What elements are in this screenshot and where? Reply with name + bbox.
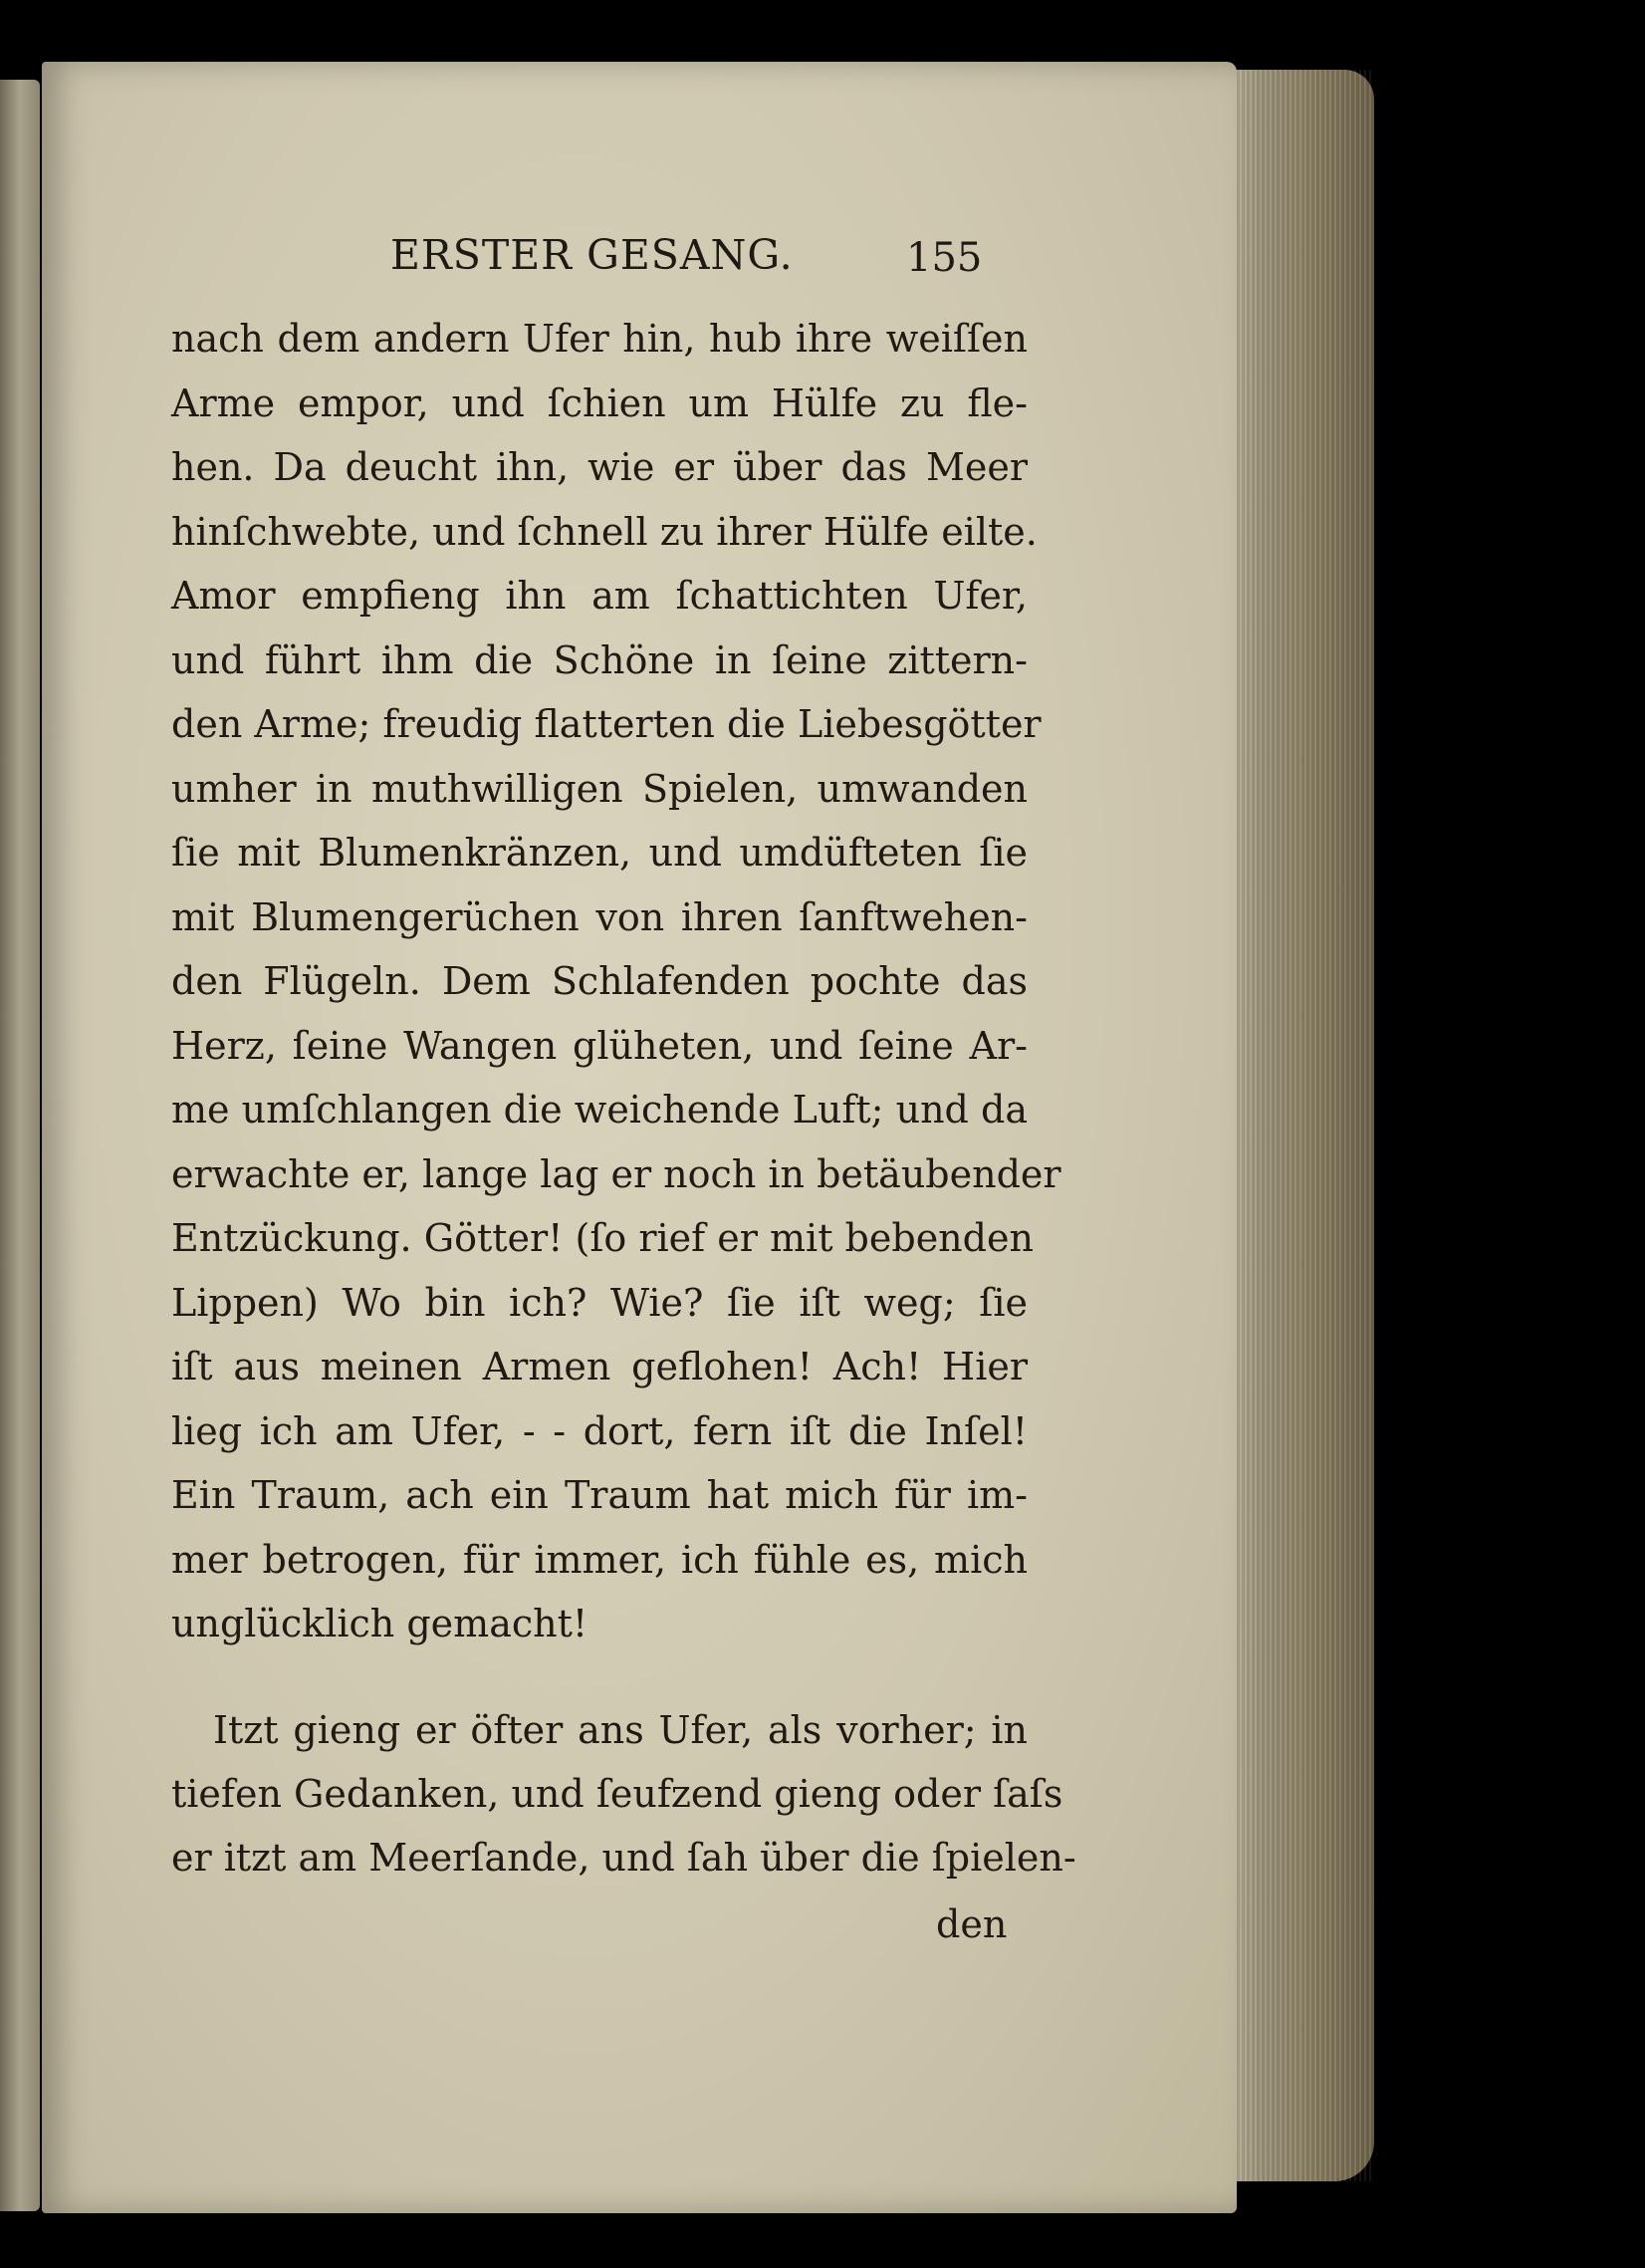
text-line: nach dem andern Ufer hin, hub ihre weiſſen: [171, 317, 1028, 361]
text-line: Amor empfieng ihn am ſchattichten Ufer,: [171, 574, 1028, 618]
running-head: ERSTER GESANG.: [390, 231, 794, 279]
text-line: iſt aus meinen Armen geflohen! Ach! Hier: [171, 1345, 1028, 1388]
left-page-edge: [0, 80, 40, 2211]
paragraph-1: [171, 307, 1061, 1656]
catchword: den: [936, 1902, 1008, 1946]
text-line: Entzückung. Götter! (ſo rief er mit bebenden: [171, 1216, 1034, 1260]
text-line: Arme empor, und ſchien um Hülfe zu fle-: [171, 380, 1028, 425]
text-line: Itzt gieng er öfter ans Ufer, als vorher; in: [213, 1708, 1028, 1752]
text-line: hen. Da deucht ihn, wie er über das Meer: [171, 445, 1028, 489]
text-line: Lippen) Wo bin ich? Wie? ſie iſt weg; ſie: [171, 1280, 1028, 1325]
text-line: den Arme; freudig flatterten die Liebesgötter: [171, 702, 1042, 746]
page-number: 155: [906, 235, 983, 281]
paragraph-2: [171, 1698, 1076, 1890]
text-line: me umſchlangen die weichende Luft; und da: [171, 1088, 1028, 1132]
text-line: umher in muthwilligen Spielen, umwanden: [171, 766, 1028, 811]
text-line: tiefen Gedanken, und ſeufzend gieng oder ſaſs: [171, 1772, 1063, 1816]
text-line: mer betrogen, für immer, ich fühle es, mich: [171, 1537, 1028, 1582]
text-line: erwachte er, lange lag er noch in betäubender: [171, 1151, 1061, 1196]
text-line: er itzt am Meerſande, und ſah über die ſpielen-: [171, 1836, 1076, 1880]
fore-edge: [1235, 70, 1374, 2181]
text-line: den Flügeln. Dem Schlafenden pochte das: [171, 959, 1028, 1003]
text-line: lieg ich am Ufer, - - dort, fern iſt die Inſel!: [171, 1408, 1028, 1453]
text-line: hinſchwebte, und ſchnell zu ihrer Hülfe eilte.: [171, 509, 1038, 554]
text-line: Ein Traum, ach ein Traum hat mich für im-: [171, 1473, 1028, 1517]
text-line: ſie mit Blumenkränzen, und umdüfteten ſie: [171, 831, 1028, 875]
text-line-last: unglücklich gemacht!: [171, 1602, 588, 1645]
text-line: und führt ihm die Schöne in ſeine zittern-: [171, 637, 1028, 682]
text-line: Herz, ſeine Wangen glüheten, und ſeine Ar-: [171, 1023, 1028, 1068]
text-line: mit Blumengerüchen von ihren ſanftwehen-: [171, 894, 1028, 939]
